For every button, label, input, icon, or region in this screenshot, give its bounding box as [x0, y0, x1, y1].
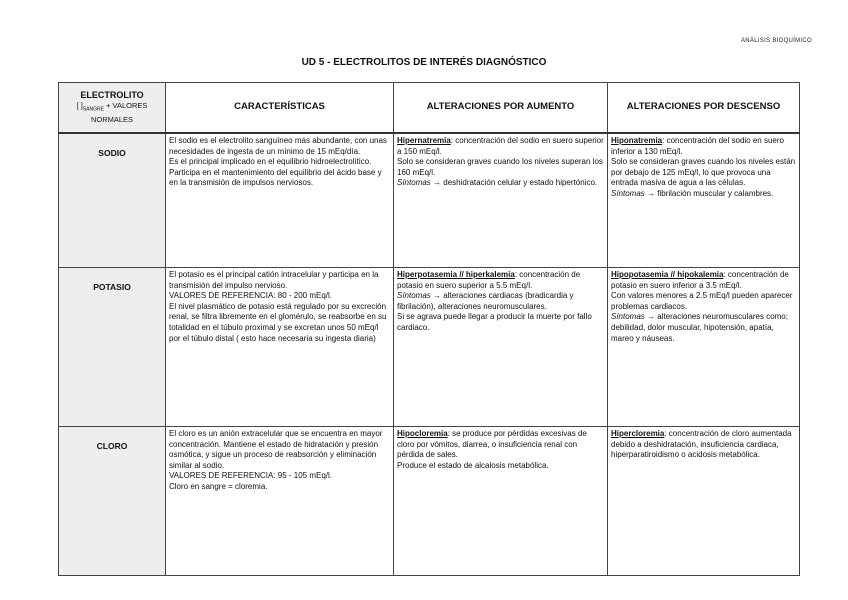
characteristics-cell: El potasio es el principal catión intracelular y participa en la transmisión del impulso nervioso. VALORES DE REFERENCIA: 80 - 200 mEq/l. El nivel plasmático de potasio está regulado por su excreción renal, se filtra libremente en el glomérulo, se reabsorbe en su totalidad en el túbulo proximal y se excretan unos 50 mEq/l por el túbulo distal ( esto hace necesaria su ingesta diaria) — [166, 268, 394, 427]
header-caracteristicas: CARACTERÍSTICAS — [166, 83, 394, 134]
table-row — [59, 427, 800, 576]
alteration-term: Hiponatremia — [611, 136, 663, 145]
alteration-term: Hipercloremia — [611, 429, 665, 438]
decrease-cell: Hipopotasemia // hipokalemia: concentración de potasio en suero inferior a 3.5 mEq/l. Con valores menores a 2.5 mEq/l pueden aparecer problemas cardiacos. Síntomas → alteraciones neuromusculares como; debilidad, dolor muscular, hipotensión, apatía, mareo y náuseas. — [608, 268, 800, 427]
header-electrolito-title: ELECTROLITO — [80, 90, 144, 100]
alteration-term: Hipopotasemia // hipokalemia — [611, 270, 724, 279]
table-row — [59, 133, 800, 268]
increase-cell: Hipocloremia: se produce por pérdidas excesivas de cloro por vómitos, diarrea, o insuficiencia renal con pérdida de sales. Produce el estado de alcalosis metabólica. — [394, 427, 608, 576]
electrolyte-name: POTASIO — [59, 268, 166, 427]
header-aumento: ALTERACIONES POR AUMENTO — [394, 83, 608, 134]
electrolyte-name: SODIO — [59, 133, 166, 268]
increase-cell: Hiperpotasemia // hiperkalemia: concentración de potasio en suero superior a 5.5 mEq/l. Síntomas → alteraciones cardiacas (bradicardia y fibrilación), alteraciones neuromusculares. Si se agrava puede llegar a producir la muerte por fallo cardiaco. — [394, 268, 608, 427]
header-descenso: ALTERACIONES POR DESCENSO — [608, 83, 800, 134]
alteration-term: Hiperpotasemia // hiperkalemia — [397, 270, 515, 279]
decrease-cell: Hiponatremia: concentración del sodio en suero inferior a 130 mEq/l. Solo se consideran graves cuando los niveles están por debajo de 125 mEq/l, lo que provoca una entrada masiva de agua a las células. Síntomas → fibrilación muscular y calambres. — [608, 133, 800, 268]
characteristics-cell: El sodio es el electrolito sanguíneo más abundante, con unas necesidades de ingesta de un mínimo de 15 mEq/día. Es el principal implicado en el equilibrio hidroelectrolítico. Participa en el mantenimiento del equilibrio del ácido base y en la transmisión de impulsos nerviosos. — [166, 133, 394, 268]
header-electrolito — [59, 83, 166, 134]
alteration-term: Hipocloremia — [397, 429, 448, 438]
alteration-term: Hipernatremia — [397, 136, 451, 145]
table-header-row — [59, 83, 800, 134]
electrolyte-name: CLORO — [59, 427, 166, 576]
header-tag: ANÁLISIS BIOQUÍMICO — [740, 38, 812, 44]
decrease-cell: Hipercloremia: concentración de cloro aumentada debido a deshidratación, insuficiencia cardiaca, hiperparatiroidismo o acidosis metabólica. — [608, 427, 800, 576]
page-title: UD 5 - ELECTROLITOS DE INTERÉS DIAGNÓSTICO — [301, 57, 547, 68]
electrolytes-table — [58, 82, 800, 576]
header-electrolito-sub: [ ]$_{SANGRE}$ + VALORES NORMALES — [76, 100, 148, 124]
table-row — [59, 268, 800, 427]
increase-cell: Hipernatremia: concentración del sodio en suero superior a 150 mEq/l. Solo se consideran graves cuando los niveles superan los 160 mEq/l. Síntomas → deshidratación celular y estado hipertónico. — [394, 133, 608, 268]
characteristics-cell: El cloro es un anión extracelular que se encuentra en mayor concentración. Mantiene el estado de hidratación y presión osmótica, y sigue un proceso de reabsorción y eliminación similar al sodio. VALORES DE REFERENCIA: 95 - 105 mEq/l. Cloro en sangre = cloremia. — [166, 427, 394, 576]
